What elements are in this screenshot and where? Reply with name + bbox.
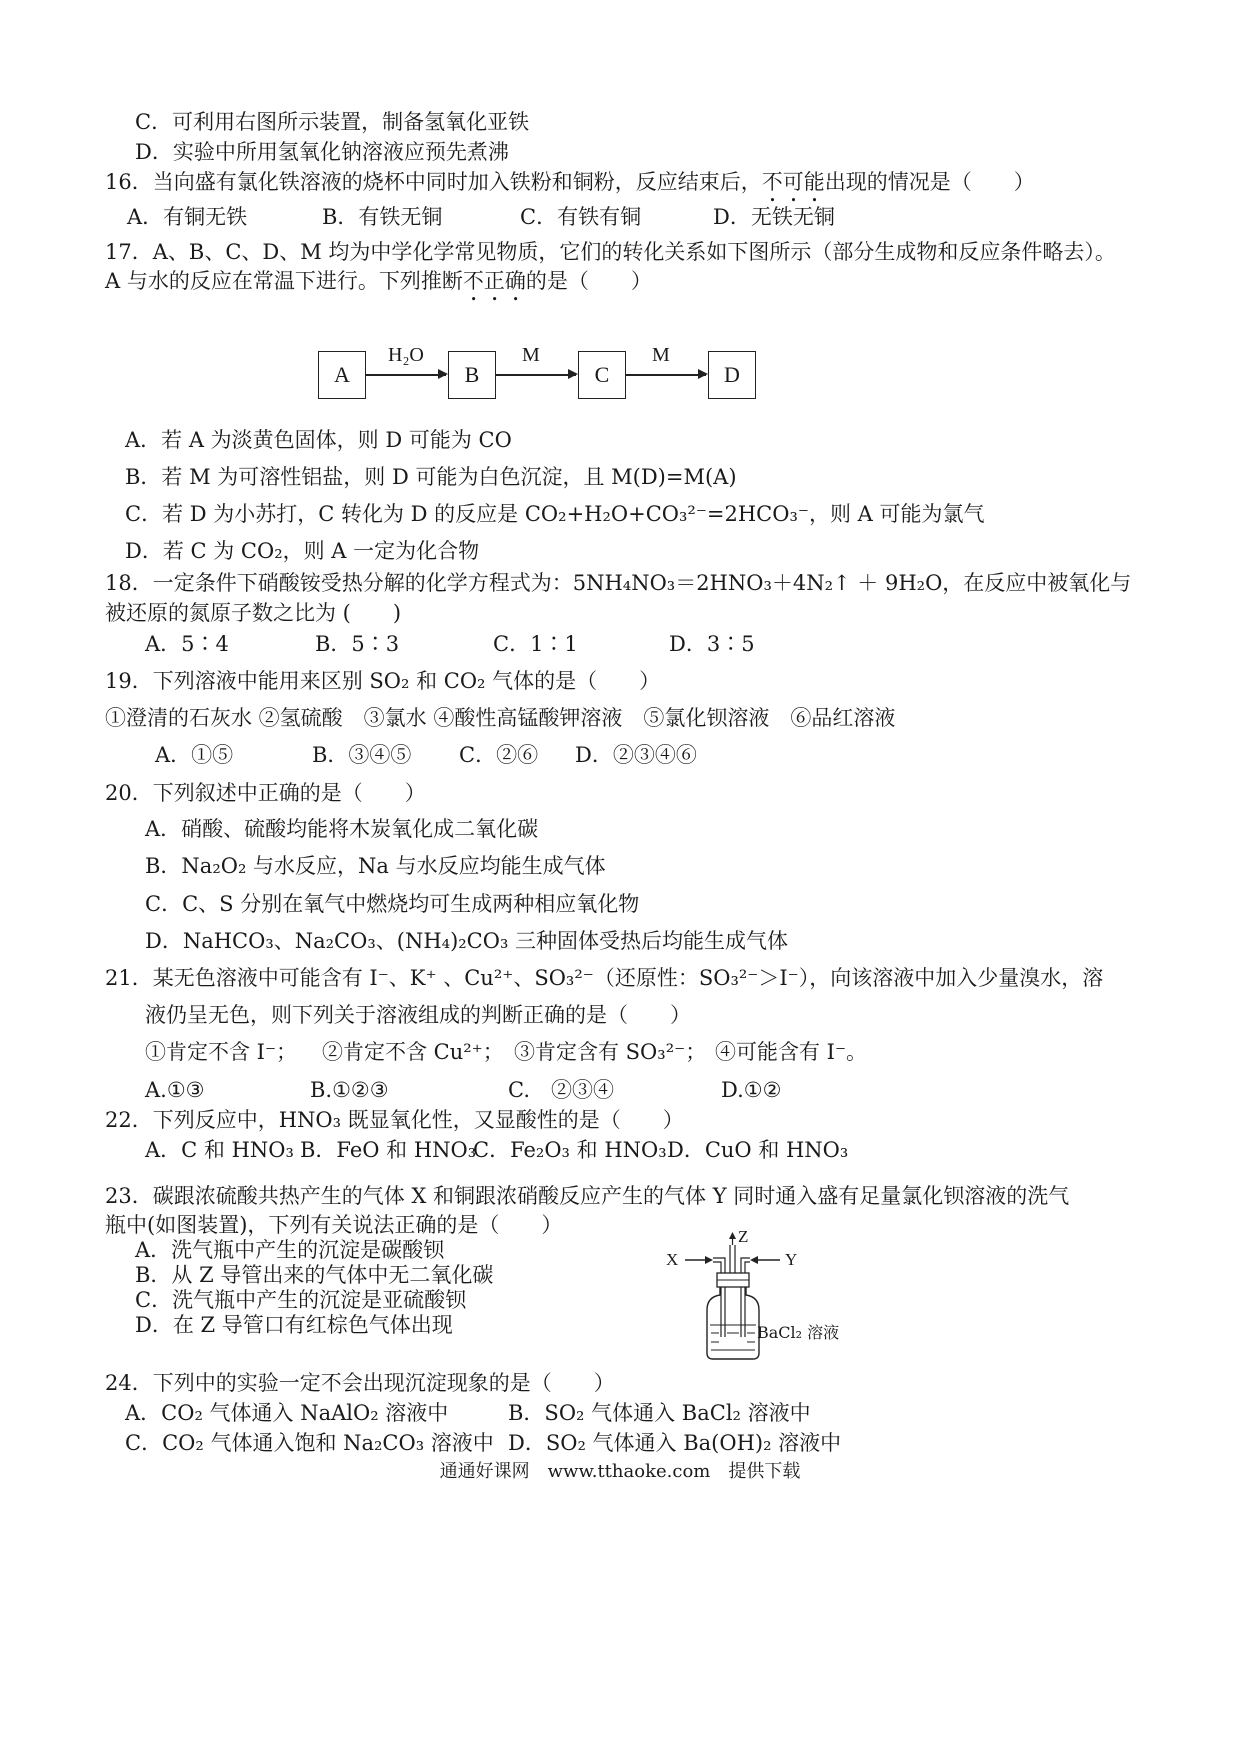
q16-stem-post: 出现的情况是（ ） [824,170,1035,194]
q23-option-b: B．从 Z 导管出来的气体中无二氧化碳 [135,1263,494,1287]
q17-emphasis: 不正确 [462,269,526,293]
q18-stem-line2: 被还原的氮原子数之比为 ( ) [105,601,402,625]
q19-items: ①澄清的石灰水 ②氢硫酸 ③氯水 ④酸性高锰酸钾溶液 ⑤氯化钡溶液 ⑥品红溶液 [105,706,896,730]
q18-option-d: D．3∶5 [669,632,755,656]
q20-option-d: D．NaHCO₃、Na₂CO₃、(NH₄)₂CO₃ 三种固体受热后均能生成气体 [145,929,789,953]
q22-stem: 22．下列反应中，HNO₃ 既显氧化性，又显酸性的是（ ） [105,1108,684,1132]
node-c: C [578,351,626,399]
q16-option-d: D．无铁无铜 [713,205,835,229]
label-bacl2-solution: BaCl₂ 溶液 [757,1323,840,1342]
q16-stem [105,168,1035,207]
z-arrowhead [729,1232,736,1239]
q17-option-c: C．若 D 为小苏打，C 转化为 D 的反应是 CO₂+H₂O+CO₃²⁻=2HCO₃⁻，则 A 可能为氯气 [125,502,985,526]
q21-option-b: B.①②③ [310,1078,389,1102]
label-m1: M [522,344,540,366]
z-outlet-tube [730,1245,735,1273]
q18-option-a: A．5∶4 [145,632,229,656]
q15-option-c: C．可利用右图所示装置，制备氢氧化亚铁 [135,110,530,134]
q24-option-b: B．SO₂ 气体通入 BaCl₂ 溶液中 [508,1401,811,1425]
q17-option-a: A．若 A 为淡黄色固体，则 D 可能为 CO [125,428,512,452]
q17-stem-pre: A 与水的反应在常温下进行。下列推断 [105,269,463,293]
q24-option-a: A．CO₂ 气体通入 NaAlO₂ 溶液中 [125,1401,449,1425]
label-z: Z [738,1227,749,1246]
q17-option-b: B．若 M 为可溶性铝盐，则 D 可能为白色沉淀，且 M(D)=M(A) [125,465,737,489]
q21-option-a: A.①③ [145,1078,205,1102]
node-d: D [708,351,756,399]
q24-option-c: C．CO₂ 气体通入饱和 Na₂CO₃ 溶液中 [125,1431,494,1455]
q16-option-b: B．有铁无铜 [322,205,443,229]
q24-option-d: D．SO₂ 气体通入 Ba(OH)₂ 溶液中 [508,1431,842,1455]
y-arrowhead [750,1256,758,1264]
q16-option-a: A．有铜无铁 [127,205,248,229]
q22-option-a: A．C 和 HNO₃ [145,1138,294,1162]
q22-option-d: D．CuO 和 HNO₃ [667,1138,849,1162]
q17-stem-line2 [105,267,652,306]
q22-option-b: B．FeO 和 HNO₃ [300,1138,477,1162]
q21-stem-line1: 21．某无色溶液中可能含有 I⁻、K⁺ 、Cu²⁺、SO₃²⁻（还原性：SO₃²⁻＞I⁻），向该溶液中加入少量溴水，溶 [105,966,1104,990]
q19-option-c: C．②⑥ [459,743,539,767]
q21-stem-line2: 液仍呈无色，则下列关于溶液组成的判断正确的是（ ） [145,1003,691,1027]
q21-option-d: D.①② [721,1078,782,1102]
q22-option-c: C．Fe₂O₃ 和 HNO₃ [473,1138,667,1162]
q24-stem: 24．下列中的实验一定不会出现沉淀现象的是（ ） [105,1371,615,1395]
arrow-c-d [626,374,706,376]
node-b: B [448,351,496,399]
bottle-body [707,1287,759,1359]
label-x: X [666,1250,679,1269]
q23-option-a: A．洗气瓶中产生的沉淀是碳酸钡 [135,1238,445,1262]
arrow-b-c [496,374,576,376]
q20-option-c: C．C、S 分别在氧气中燃烧均可生成两种相应氧化物 [145,892,640,916]
arrow-a-b [366,374,446,376]
q16-stem-pre: 16．当向盛有氯化铁溶液的烧杯中同时加入铁粉和铜粉，反应结束后， [105,170,762,194]
q19-option-b: B．③④⑤ [312,743,412,767]
x-arrowhead [705,1256,713,1264]
q21-option-c: C. ②③④ [508,1078,614,1102]
page-footer: 通通好课网 www.tthaoke.com 提供下载 [439,1461,801,1482]
q20-stem: 20．下列叙述中正确的是（ ） [105,781,426,805]
q16-option-c: C．有铁有铜 [520,205,642,229]
q20-option-b: B．Na₂O₂ 与水反应，Na 与水反应均能生成气体 [145,854,606,878]
label-y: Y [785,1250,798,1269]
label-h2o: H₂O [388,344,424,366]
q17-stem-line1: 17．A、B、C、D、M 均为中学化学常见物质，它们的转化关系如下图所示（部分生成物和反应条件略去）。 [105,240,1116,264]
q20-option-a: A．硝酸、硫酸均能将木炭氧化成二氧化碳 [145,817,539,841]
q21-statement-3: ③肯定含有 SO₃²⁻； [514,1040,707,1064]
q19-option-d: D．②③④⑥ [575,743,697,767]
q15-option-d: D．实验中所用氢氧化钠溶液应预先煮沸 [135,140,509,164]
q19-option-a: A．①⑤ [155,743,234,767]
node-a: A [318,351,366,399]
q21-statement-2: ②肯定不含 Cu²⁺； [322,1040,504,1064]
label-m2: M [652,344,670,366]
q21-statement-1: ①肯定不含 I⁻； [145,1040,298,1064]
q18-option-c: C．1∶1 [493,632,578,656]
q17-option-d: D．若 C 为 CO₂，则 A 一定为化合物 [125,539,480,563]
q17-stem-post: 的是（ ） [525,269,652,293]
q16-emphasis: 不可能 [761,170,825,194]
q18-stem-line1: 18．一定条件下硝酸铵受热分解的化学方程式为：5NH₄NO₃＝2HNO₃＋4N₂↑ ＋ 9H₂O，在反应中被氧化与 [105,571,1132,595]
q23-stem-line2: 瓶中(如图装置)，下列有关说法正确的是（ ） [105,1213,563,1237]
q19-stem: 19．下列溶液中能用来区别 SO₂ 和 CO₂ 气体的是（ ） [105,669,661,693]
q21-statement-4: ④可能含有 I⁻。 [715,1040,868,1064]
q23-stem-line1: 23．碳跟浓硫酸共热产生的气体 X 和铜跟浓硝酸反应产生的气体 Y 同时通入盛有足量氯化钡溶液的洗气 [105,1184,1070,1208]
q23-option-d: D．在 Z 导管口有红棕色气体出现 [135,1313,453,1337]
q23-option-c: C．洗气瓶中产生的沉淀是亚硫酸钡 [135,1288,467,1312]
q18-option-b: B．5∶3 [315,632,400,656]
